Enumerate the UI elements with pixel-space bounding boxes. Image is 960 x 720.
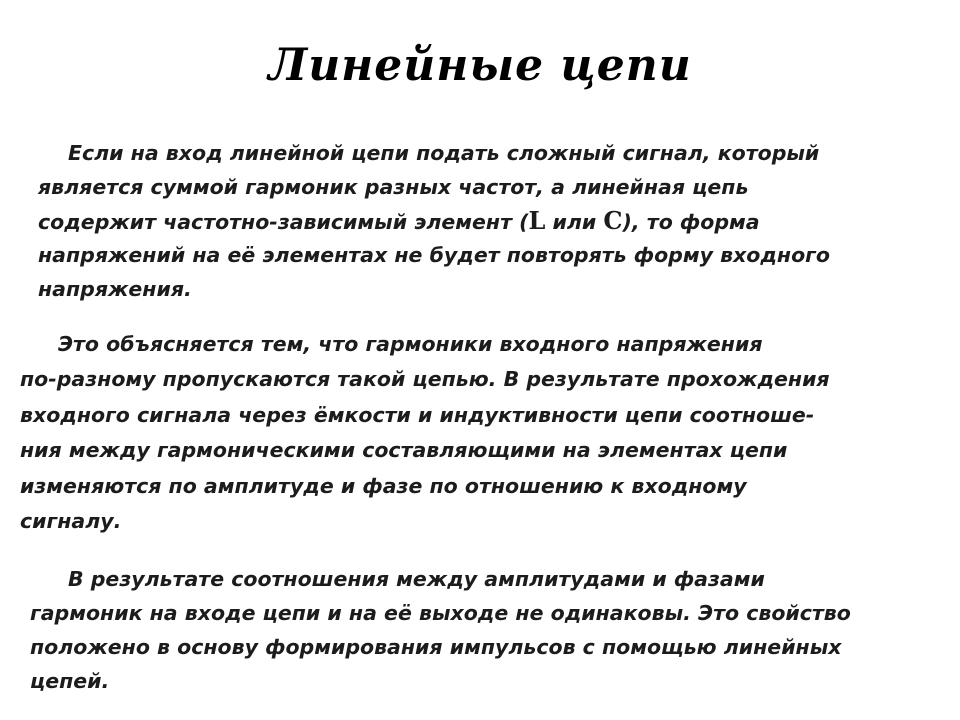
paragraph-3-line-2: гармоник на входе цепи и на её выходе не одинаковы. Это свойство bbox=[30, 601, 851, 625]
paragraph-2-line-3: входного сигнала через ёмкости и индуктивности цепи соотноше- bbox=[20, 402, 815, 427]
paragraph-3 bbox=[30, 562, 851, 698]
paragraph-1-line-5: напряжения. bbox=[38, 277, 192, 301]
line-3-text-after: ), то форма bbox=[622, 210, 760, 234]
slide-title: Линейные цепи bbox=[268, 40, 692, 91]
paragraph-1-line-4: напряжений на её элементах не будет повторять форму входного bbox=[38, 243, 830, 267]
paragraph-3-line-4: цепей. bbox=[30, 669, 110, 693]
paragraph-2-line-5: изменяются по амплитуде и фазе по отношению к входному bbox=[20, 473, 747, 498]
paragraph-2 bbox=[20, 327, 830, 539]
paragraph-1-line-2: является суммой гармоник разных частот, а линейная цепь bbox=[38, 175, 749, 199]
paragraph-2-line-4: ния между гармоническими составляющими на элементах цепи bbox=[20, 438, 788, 463]
paragraph-3-line-1: В результате соотношения между амплитудами и фазами bbox=[68, 567, 765, 591]
paragraph-2-line-2: по-разному пропускаются такой цепью. В результате прохождения bbox=[20, 367, 830, 392]
paragraph-1 bbox=[38, 136, 830, 306]
paragraph-1-line-3 bbox=[38, 204, 830, 238]
line-3-text-middle: или bbox=[545, 210, 604, 234]
paragraph-3-line-3: положено в основу формирования импульсов с помощью линейных bbox=[30, 635, 842, 659]
line-3-text-before: содержит частотно-зависимый элемент ( bbox=[38, 210, 529, 234]
capacitance-symbol: C bbox=[603, 206, 623, 235]
paragraph-2-line-6: сигналу. bbox=[20, 508, 122, 533]
paragraph-1-line-1: Если на вход линейной цепи подать сложный сигнал, который bbox=[68, 141, 820, 165]
inductance-symbol: L bbox=[528, 206, 546, 235]
paragraph-2-line-1: Это объясняется тем, что гармоники входного напряжения bbox=[58, 332, 763, 356]
